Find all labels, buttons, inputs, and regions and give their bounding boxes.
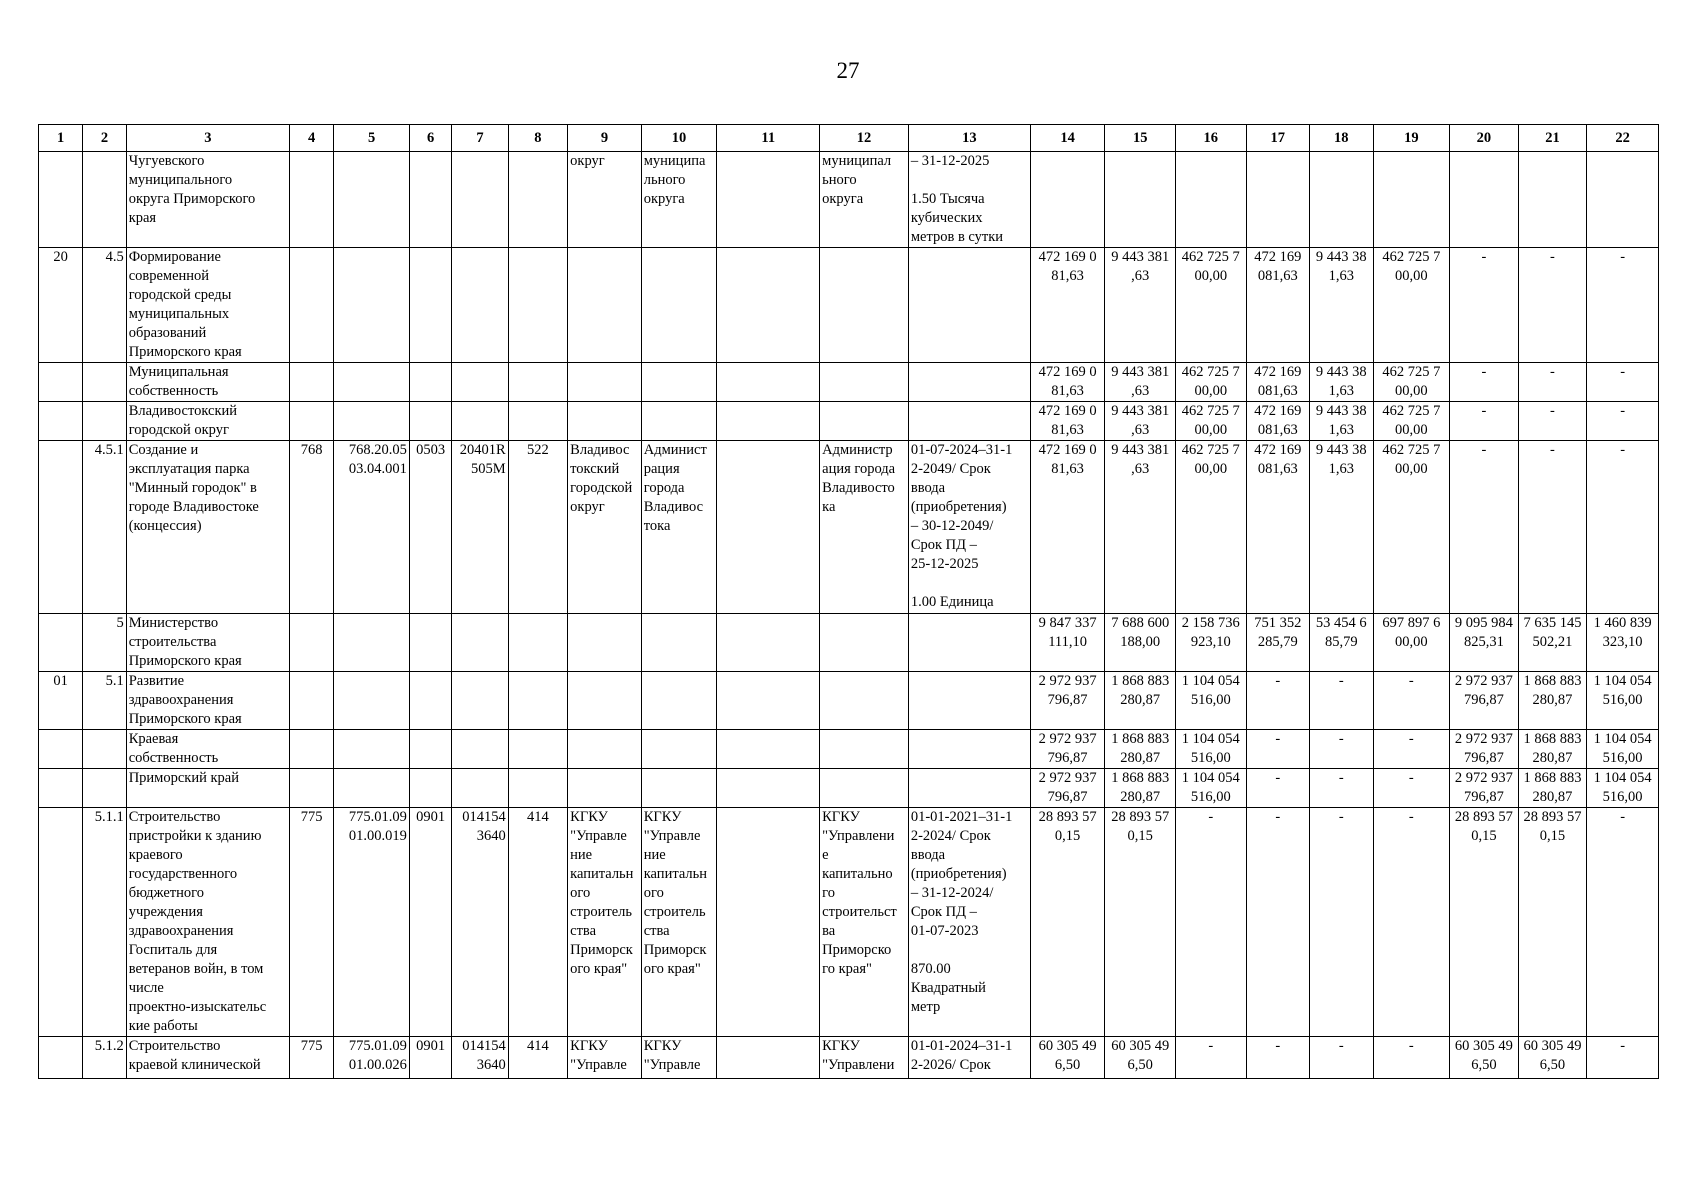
table-cell: Формирование современной городской среды муниципальных образований Приморского края	[126, 248, 289, 363]
table-cell: -	[1246, 808, 1310, 1037]
table-cell: 2 972 937 796,87	[1450, 730, 1519, 769]
table-cell	[508, 769, 567, 808]
table-cell	[334, 152, 410, 248]
table-cell	[334, 248, 410, 363]
header-cell: 3	[126, 125, 289, 152]
table-cell: -	[1310, 672, 1374, 730]
table-cell: 1 104 054 516,00	[1175, 672, 1246, 730]
header-cell: 11	[717, 125, 820, 152]
table-cell	[717, 769, 820, 808]
table-cell	[908, 248, 1030, 363]
table-cell	[289, 402, 333, 441]
table-cell	[452, 402, 508, 441]
header-cell: 1	[39, 125, 83, 152]
table-cell	[289, 730, 333, 769]
table-cell: 2 972 937 796,87	[1030, 730, 1105, 769]
table-cell: -	[1587, 363, 1659, 402]
header-row	[39, 125, 1659, 152]
table-cell	[568, 363, 642, 402]
table-cell	[289, 672, 333, 730]
header-cell: 10	[641, 125, 717, 152]
table-cell: -	[1246, 672, 1310, 730]
table-cell: 2 158 736 923,10	[1175, 614, 1246, 672]
table-cell	[409, 730, 451, 769]
table-cell	[39, 441, 83, 614]
table-cell: -	[1310, 1037, 1374, 1079]
header-cell: 12	[820, 125, 909, 152]
table-cell	[409, 614, 451, 672]
table-cell: 9 443 381 ,63	[1105, 363, 1176, 402]
table-row	[39, 152, 1659, 248]
table-cell	[508, 402, 567, 441]
table-cell: -	[1587, 248, 1659, 363]
table-cell	[717, 1037, 820, 1079]
table-cell: 5.1.2	[83, 1037, 126, 1079]
table-cell: 1 868 883 280,87	[1518, 769, 1587, 808]
table-cell: 4.5.1	[83, 441, 126, 614]
header-cell: 9	[568, 125, 642, 152]
table-cell: 462 725 7 00,00	[1373, 402, 1450, 441]
table-cell: 0901	[409, 1037, 451, 1079]
table-cell	[289, 152, 333, 248]
table-cell	[409, 672, 451, 730]
table-cell	[568, 769, 642, 808]
table-cell: 9 443 381 ,63	[1105, 402, 1176, 441]
table-cell: 472 169 081,63	[1246, 363, 1310, 402]
table-cell: 9 443 38 1,63	[1310, 363, 1374, 402]
table-cell: 414	[508, 808, 567, 1037]
table-cell: Чугуевского муниципального округа Приморского края	[126, 152, 289, 248]
table-cell: -	[1373, 769, 1450, 808]
header-cell: 6	[409, 125, 451, 152]
table-cell	[334, 769, 410, 808]
table-cell: – 31-12-2025 1.50 Тысяча кубических метров в сутки	[908, 152, 1030, 248]
table-cell: 462 725 7 00,00	[1175, 441, 1246, 614]
table-cell	[508, 614, 567, 672]
header-cell: 20	[1450, 125, 1519, 152]
table-cell: 60 305 49 6,50	[1518, 1037, 1587, 1079]
table-cell	[83, 402, 126, 441]
table-cell: 1 868 883 280,87	[1105, 769, 1176, 808]
table-cell: 7 688 600 188,00	[1105, 614, 1176, 672]
table-row	[39, 672, 1659, 730]
table-cell: -	[1450, 363, 1519, 402]
table-cell	[717, 152, 820, 248]
header-cell: 22	[1587, 125, 1659, 152]
table-cell	[334, 614, 410, 672]
table-cell	[1587, 152, 1659, 248]
table-cell: 462 725 7 00,00	[1175, 363, 1246, 402]
table-cell	[39, 402, 83, 441]
table-cell	[1246, 152, 1310, 248]
table-cell: Владивостокский городской округ	[126, 402, 289, 441]
table-cell: 0503	[409, 441, 451, 614]
table-cell: Владивос токский городской округ	[568, 441, 642, 614]
table-cell: 01	[39, 672, 83, 730]
table-cell: -	[1518, 402, 1587, 441]
header-cell: 16	[1175, 125, 1246, 152]
table-cell	[568, 730, 642, 769]
table-cell	[820, 614, 909, 672]
table-cell: 28 893 57 0,15	[1450, 808, 1519, 1037]
table-cell	[1175, 152, 1246, 248]
header-cell: 15	[1105, 125, 1176, 152]
table-cell	[334, 402, 410, 441]
table-cell	[717, 614, 820, 672]
header-cell: 14	[1030, 125, 1105, 152]
table-cell: -	[1246, 769, 1310, 808]
table-cell: 775	[289, 808, 333, 1037]
table-cell: КГКУ "Управле	[568, 1037, 642, 1079]
table-cell: 60 305 49 6,50	[1030, 1037, 1105, 1079]
table-cell	[508, 672, 567, 730]
table-cell	[908, 672, 1030, 730]
table-cell: 9 095 984 825,31	[1450, 614, 1519, 672]
table-cell	[409, 248, 451, 363]
table-cell	[289, 363, 333, 402]
table-cell	[568, 614, 642, 672]
table-cell: Админист рация города Владивос тока	[641, 441, 717, 614]
table-cell	[1450, 152, 1519, 248]
table-cell: КГКУ "Управле ние капитальн ого строитель ства Приморск ого края"	[641, 808, 717, 1037]
table-cell: 462 725 7 00,00	[1175, 248, 1246, 363]
header-cell: 19	[1373, 125, 1450, 152]
table-cell	[508, 363, 567, 402]
table-cell: Строительство краевой клинической	[126, 1037, 289, 1079]
table-cell: -	[1587, 402, 1659, 441]
table-cell: 4.5	[83, 248, 126, 363]
table-cell	[717, 248, 820, 363]
table-cell: 2 972 937 796,87	[1030, 769, 1105, 808]
table-cell: -	[1518, 441, 1587, 614]
table-cell: -	[1373, 808, 1450, 1037]
table-cell	[289, 248, 333, 363]
table-cell: 462 725 7 00,00	[1175, 402, 1246, 441]
table-cell: 2 972 937 796,87	[1030, 672, 1105, 730]
table-cell: КГКУ "Управле	[641, 1037, 717, 1079]
table-cell: Создание и эксплуатация парка "Минный городок" в городе Владивостоке (концессия)	[126, 441, 289, 614]
header-cell: 2	[83, 125, 126, 152]
table-cell: -	[1373, 672, 1450, 730]
table-cell: 462 725 7 00,00	[1373, 248, 1450, 363]
table-cell: 472 169 0 81,63	[1030, 441, 1105, 614]
table-cell: 775.01.09 01.00.026	[334, 1037, 410, 1079]
table-cell	[508, 730, 567, 769]
table-cell	[641, 614, 717, 672]
table-row	[39, 769, 1659, 808]
table-cell: КГКУ "Управлени	[820, 1037, 909, 1079]
table-cell: -	[1310, 769, 1374, 808]
table-cell	[641, 730, 717, 769]
table-cell: 462 725 7 00,00	[1373, 363, 1450, 402]
table-row	[39, 441, 1659, 614]
table-cell: 9 443 381 ,63	[1105, 441, 1176, 614]
table-row	[39, 363, 1659, 402]
table-cell: 522	[508, 441, 567, 614]
table-cell	[568, 248, 642, 363]
table-cell: 014154 3640	[452, 1037, 508, 1079]
table-cell: -	[1373, 1037, 1450, 1079]
table-cell	[820, 769, 909, 808]
table-cell	[908, 730, 1030, 769]
header-cell: 21	[1518, 125, 1587, 152]
table-cell	[908, 363, 1030, 402]
table-cell	[409, 363, 451, 402]
table-cell: 60 305 49 6,50	[1450, 1037, 1519, 1079]
table-cell: Краевая собственность	[126, 730, 289, 769]
table-cell	[452, 730, 508, 769]
table-cell	[717, 402, 820, 441]
table-cell: Администр ация города Владивосто ка	[820, 441, 909, 614]
table-cell: 768	[289, 441, 333, 614]
table-cell	[820, 730, 909, 769]
table-cell	[508, 152, 567, 248]
table-row	[39, 614, 1659, 672]
table-cell	[568, 402, 642, 441]
table-cell: Министерство строительства Приморского края	[126, 614, 289, 672]
table-cell: 28 893 57 0,15	[1030, 808, 1105, 1037]
table-row	[39, 402, 1659, 441]
table-cell	[717, 441, 820, 614]
table-cell: 5.1	[83, 672, 126, 730]
header-cell: 8	[508, 125, 567, 152]
table-cell	[1310, 152, 1374, 248]
table-cell: 2 972 937 796,87	[1450, 769, 1519, 808]
table-cell	[409, 402, 451, 441]
table-cell	[908, 614, 1030, 672]
table-cell: 9 847 337 111,10	[1030, 614, 1105, 672]
table-cell: 1 868 883 280,87	[1518, 730, 1587, 769]
table-cell: 1 104 054 516,00	[1587, 769, 1659, 808]
table-cell	[452, 152, 508, 248]
table-cell	[83, 152, 126, 248]
table-cell: 1 104 054 516,00	[1587, 730, 1659, 769]
table-cell: КГКУ "Управлени е капитально го строительст ва Приморско го края"	[820, 808, 909, 1037]
table-cell	[39, 152, 83, 248]
header-cell: 7	[452, 125, 508, 152]
table-cell: 1 460 839 323,10	[1587, 614, 1659, 672]
table-cell	[83, 363, 126, 402]
table-cell: -	[1450, 248, 1519, 363]
table-cell: 472 169 0 81,63	[1030, 402, 1105, 441]
table-cell: 697 897 6 00,00	[1373, 614, 1450, 672]
table-cell	[39, 769, 83, 808]
table-cell: 014154 3640	[452, 808, 508, 1037]
table-cell: -	[1587, 1037, 1659, 1079]
table-cell	[717, 672, 820, 730]
table-cell: 28 893 57 0,15	[1518, 808, 1587, 1037]
table-cell	[717, 363, 820, 402]
table-cell: муниципал ьного округа	[820, 152, 909, 248]
table-cell	[452, 769, 508, 808]
table-cell: -	[1246, 730, 1310, 769]
table-cell: 414	[508, 1037, 567, 1079]
table-cell: 1 868 883 280,87	[1518, 672, 1587, 730]
table-cell: 472 169 081,63	[1246, 402, 1310, 441]
table-cell	[452, 248, 508, 363]
table-cell: 775.01.09 01.00.019	[334, 808, 410, 1037]
table-cell: -	[1450, 402, 1519, 441]
table-cell	[452, 363, 508, 402]
table-cell: Приморский край	[126, 769, 289, 808]
table-cell: 01-01-2021–31-1 2-2024/ Срок ввода (приобретения) – 31-12-2024/ Срок ПД – 01-07-2023 870.00 Квадратный метр	[908, 808, 1030, 1037]
table-cell	[908, 769, 1030, 808]
table-cell	[641, 363, 717, 402]
table-cell	[334, 730, 410, 769]
table-cell: 1 104 054 516,00	[1587, 672, 1659, 730]
table-cell: 20401R 505М	[452, 441, 508, 614]
table-cell	[1373, 152, 1450, 248]
table-cell	[820, 402, 909, 441]
table-cell	[39, 808, 83, 1037]
table-cell	[1518, 152, 1587, 248]
table-cell	[39, 363, 83, 402]
table-cell: Муниципальная собственность	[126, 363, 289, 402]
table-cell: 53 454 6 85,79	[1310, 614, 1374, 672]
table-cell	[820, 363, 909, 402]
table-cell: 1 868 883 280,87	[1105, 672, 1176, 730]
table-cell: 9 443 38 1,63	[1310, 248, 1374, 363]
table-cell	[820, 248, 909, 363]
table-cell	[83, 769, 126, 808]
table-cell: 60 305 49 6,50	[1105, 1037, 1176, 1079]
table-cell	[1030, 152, 1105, 248]
table-cell: Строительство пристройки к зданию краевого государственного бюджетного учреждения здравоохранения Госпиталь для ветеранов войн, в том числе проектно-изыскательс кие работы	[126, 808, 289, 1037]
table-cell	[641, 672, 717, 730]
table-cell	[334, 363, 410, 402]
table-cell: -	[1310, 730, 1374, 769]
header-cell: 18	[1310, 125, 1374, 152]
table-cell: 462 725 7 00,00	[1373, 441, 1450, 614]
table-cell	[452, 614, 508, 672]
table-cell: муниципа льного округа	[641, 152, 717, 248]
table-cell	[508, 248, 567, 363]
budget-table	[38, 124, 1659, 1079]
table-cell: 9 443 38 1,63	[1310, 402, 1374, 441]
table-cell: 472 169 0 81,63	[1030, 248, 1105, 363]
table-cell: 28 893 57 0,15	[1105, 808, 1176, 1037]
table-cell	[641, 769, 717, 808]
table-cell: -	[1175, 1037, 1246, 1079]
table-cell: 5	[83, 614, 126, 672]
table-cell	[820, 672, 909, 730]
table-cell	[717, 730, 820, 769]
table-cell	[39, 614, 83, 672]
table-cell	[409, 152, 451, 248]
table-cell: -	[1175, 808, 1246, 1037]
table-cell	[908, 402, 1030, 441]
table-cell: -	[1373, 730, 1450, 769]
table-cell: -	[1310, 808, 1374, 1037]
table-cell: 775	[289, 1037, 333, 1079]
header-cell: 17	[1246, 125, 1310, 152]
table-cell: 9 443 381 ,63	[1105, 248, 1176, 363]
table-cell	[83, 730, 126, 769]
table-cell: 472 169 081,63	[1246, 248, 1310, 363]
table-cell	[641, 248, 717, 363]
table-cell: 7 635 145 502,21	[1518, 614, 1587, 672]
table-cell	[641, 402, 717, 441]
table-cell: 472 169 0 81,63	[1030, 363, 1105, 402]
table-cell: КГКУ "Управле ние капитальн ого строитель ства Приморск ого края"	[568, 808, 642, 1037]
table-cell: 1 868 883 280,87	[1105, 730, 1176, 769]
table-row	[39, 1037, 1659, 1079]
table-cell: -	[1518, 248, 1587, 363]
header-cell: 4	[289, 125, 333, 152]
table-cell: 751 352 285,79	[1246, 614, 1310, 672]
table-cell	[334, 672, 410, 730]
table-cell: -	[1450, 441, 1519, 614]
table-cell: 1 104 054 516,00	[1175, 769, 1246, 808]
table-cell: Развитие здравоохранения Приморского края	[126, 672, 289, 730]
header-cell: 5	[334, 125, 410, 152]
table-cell	[568, 672, 642, 730]
header-cell: 13	[908, 125, 1030, 152]
table-cell: 9 443 38 1,63	[1310, 441, 1374, 614]
table-cell: 5.1.1	[83, 808, 126, 1037]
table-cell	[409, 769, 451, 808]
table-row	[39, 808, 1659, 1037]
table-cell: 768.20.05 03.04.001	[334, 441, 410, 614]
table-row	[39, 730, 1659, 769]
table-cell	[289, 614, 333, 672]
table-cell	[717, 808, 820, 1037]
table-cell	[1105, 152, 1176, 248]
table-cell	[289, 769, 333, 808]
table-cell: -	[1587, 808, 1659, 1037]
table-cell: округ	[568, 152, 642, 248]
table-cell: 01-01-2024–31-1 2-2026/ Срок	[908, 1037, 1030, 1079]
table-cell: -	[1246, 1037, 1310, 1079]
table-cell	[39, 730, 83, 769]
table-cell	[452, 672, 508, 730]
table-cell: 1 104 054 516,00	[1175, 730, 1246, 769]
table-cell: -	[1518, 363, 1587, 402]
table-cell: 01-07-2024–31-1 2-2049/ Срок ввода (приобретения) – 30-12-2049/ Срок ПД – 25-12-2025 1.00 Единица	[908, 441, 1030, 614]
table-cell: -	[1587, 441, 1659, 614]
table-row	[39, 248, 1659, 363]
table-cell: 472 169 081,63	[1246, 441, 1310, 614]
table-cell	[39, 1037, 83, 1079]
page-number: 27	[836, 58, 860, 83]
table-cell: 20	[39, 248, 83, 363]
table-cell: 2 972 937 796,87	[1450, 672, 1519, 730]
table-cell: 0901	[409, 808, 451, 1037]
